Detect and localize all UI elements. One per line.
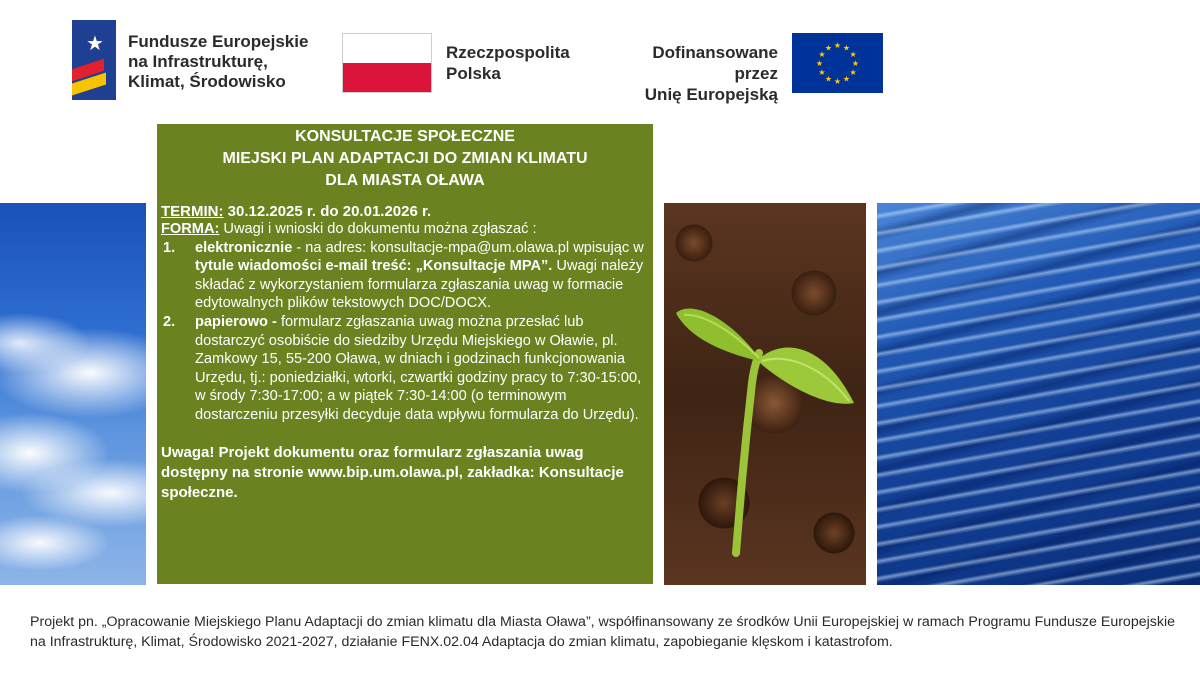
svg-text:★: ★: [842, 43, 851, 53]
svg-text:★: ★: [815, 59, 824, 68]
svg-text:★: ★: [833, 77, 842, 86]
eu-logo-text: Dofinansowane przez Unię Europejską: [644, 43, 778, 104]
panel-title: KONSULTACJE SPOŁECZNE MIEJSKI PLAN ADAPTACJI DO ZMIAN KLIMATU DLA MIASTA OŁAWA: [222, 128, 588, 189]
svg-text:★: ★: [824, 43, 833, 53]
sky-clouds-image: [0, 203, 146, 585]
svg-text:★: ★: [851, 59, 860, 68]
footer-project-text: Projekt pn. „Opracowanie Miejskiego Planu Adaptacji do zmian klimatu dla Miasta Oława”, współfinansowany ze środków Unii Europejskiej w ramach Programu Fundusze Europejskie na Infrastrukturę, Klimat, Środowisko 2021-2027, działanie FENX.02.04 Adaptacja do zmian klimatu, zapobieganie klęskom i katastrofom.: [30, 614, 1175, 650]
list-item-electronic: 1. elektronicznie - na adres: konsultacje-mpa@um.olawa.pl wpisując w tytule wiadomości e-mail treść: „Konsultacje MPA”. Uwagi należy składać z wykorzystaniem formularza zgłaszania uwag w formacie edytowalnych plików tekstowych DOC/DOCX.: [163, 239, 644, 312]
list-item-paper: 2. papierowo - formularz zgłaszania uwag można przesłać lub dostarczyć osobiście do siedziby Urzędu Miejskiego w Oławie, pl. Zamkowy 15, 55-200 Oława, w dniach i godzinach funkcjonowania Urzędu, tj.: poniedziałki, wtorki, czwartki godziny pracy to 7:30-15:00, w środy 7:30-17:00; a w piątek 7:30-14:00 (o terminowym dostarczeniu przesyłki decyduje data wpływu formularza do Urzędu).: [163, 313, 642, 423]
svg-text:★: ★: [833, 41, 842, 50]
svg-text:★: ★: [818, 68, 826, 77]
termin-line: TERMIN: 30.12.2025 r. do 20.01.2026 r.: [161, 203, 432, 220]
svg-text:★: ★: [849, 68, 857, 77]
svg-text:★: ★: [849, 50, 857, 59]
consultation-panel: [157, 124, 653, 584]
fe-logo-emblem: [72, 20, 116, 100]
note-text: Uwaga! Projekt dokumentu oraz formularz zgłaszania uwag dostępny na stronie www.bip.um.olawa.pl, zakładka: Konsultacje społeczne.: [161, 443, 624, 501]
polish-flag-icon: [342, 33, 432, 93]
star-icon: ★: [86, 33, 104, 55]
svg-text:★: ★: [824, 74, 833, 84]
svg-text:★: ★: [818, 50, 826, 59]
forma-line: FORMA: Uwagi i wnioski do dokumentu można zgłaszać :: [161, 221, 537, 237]
svg-text:★: ★: [842, 74, 851, 84]
water-waves-image: [877, 203, 1200, 585]
eu-flag-icon: [792, 33, 883, 93]
pl-logo-text: Rzeczpospolita Polska: [446, 43, 570, 83]
fe-logo-text: Fundusze Europejskie na Infrastrukturę, Klimat, Środowisko: [128, 32, 309, 91]
seedling-image: [664, 203, 866, 585]
